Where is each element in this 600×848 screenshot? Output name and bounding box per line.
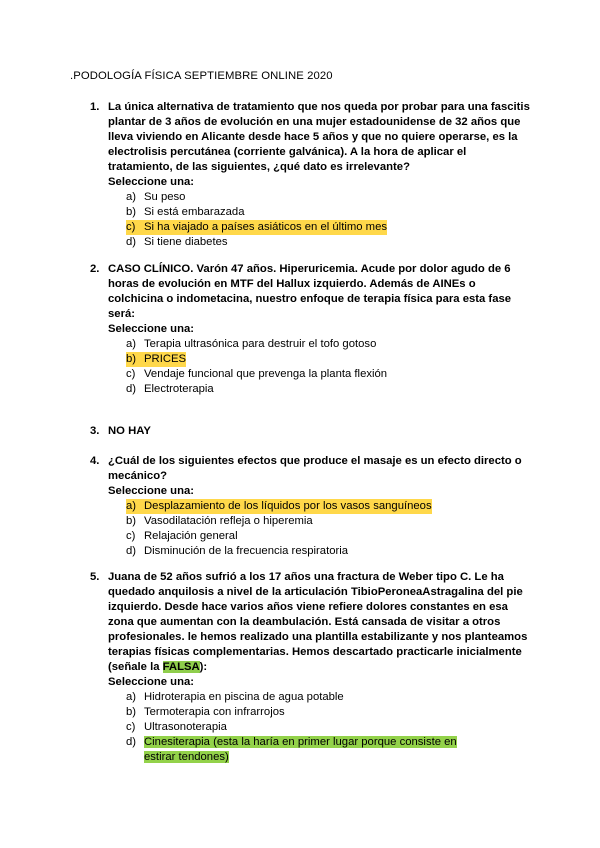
option-c: c) Ultrasonoterapia <box>126 721 227 733</box>
question-text: ¿Cuál de los siguientes efectos que produce el masaje es un efecto directo o mecánico? <box>108 455 522 482</box>
option-d-highlighted: d) Cinesiterapia (esta la haría en primer lugar porque consiste en estirar tendones) <box>126 736 457 763</box>
question-3 <box>90 424 530 439</box>
select-label: Seleccione una: <box>108 485 195 497</box>
option-a: a) Hidroterapia en piscina de agua potable <box>126 691 344 703</box>
question-text: CASO CLÍNICO. Varón 47 años. Hiperuricemia. Acude por dolor agudo de 6 horas de evolución en MTF del Hallux izquierdo. Además de AINEs o colchicina o indometacina, nuestro enfoque de terapia física para esta fase será: <box>108 263 512 320</box>
question-2 <box>90 262 530 397</box>
option-b: b) Termoterapia con infrarrojos <box>126 706 285 718</box>
page-header: .PODOLOGÍA FÍSICA SEPTIEMBRE ONLINE 2020 <box>70 70 333 82</box>
option-a-highlighted: a) Desplazamiento de los líquidos por los vasos sanguíneos <box>126 500 432 512</box>
option-b-highlighted: b) PRICES <box>126 353 187 365</box>
options-list <box>126 190 530 250</box>
option-a: a) Terapia ultrasónica para destruir el tofo gotoso <box>126 338 377 350</box>
question-number: 2. <box>90 263 100 275</box>
select-label: Seleccione una: <box>108 176 195 188</box>
falsa-highlight: FALSA <box>162 661 200 673</box>
question-text: Juana de 52 años sufrió a los 17 años una fractura de Weber tipo C. Le ha quedado anquilosis a nivel de la articulación TibioPeroneaAstragalina del pie izquierdo. Desde hace varios años viene refiere dolores constantes en esa zona que aumentan con la deambulación. Está cansada de visitar a otros profesionales. le hemos realizado una plantilla estabilizante y nos planteamos terapias físicas complementarias. Hemos descartado practicarle inicialmente (señale la FALSA): <box>108 571 528 673</box>
option-d: d) Si tiene diabetes <box>126 236 228 248</box>
question-number: 1. <box>90 101 100 113</box>
options-list <box>126 337 530 397</box>
option-d: d) Electroterapia <box>126 383 214 395</box>
question-4 <box>90 454 530 559</box>
question-number: 3. <box>90 425 100 437</box>
option-b: b) Si está embarazada <box>126 206 245 218</box>
option-a: a) Su peso <box>126 191 186 203</box>
question-1 <box>90 100 530 250</box>
option-c: c) Relajación general <box>126 530 238 542</box>
question-number: 5. <box>90 571 100 583</box>
question-5 <box>90 570 530 765</box>
select-label: Seleccione una: <box>108 323 195 335</box>
option-d: d) Disminución de la frecuencia respiratoria <box>126 545 349 557</box>
question-number: 4. <box>90 455 100 467</box>
options-list <box>126 499 530 559</box>
select-label: Seleccione una: <box>108 676 195 688</box>
option-c-highlighted: c) Si ha viajado a países asiáticos en el último mes <box>126 221 388 233</box>
question-text: La única alternativa de tratamiento que nos queda por probar para una fascitis plantar de 3 años de evolución en una mujer estadounidense de 32 años que lleva viviendo en Alicante desde hace 5 años y que no quiere operarse, es la electrolisis percutánea (corriente galvánica). A la hora de aplicar el tratamiento, de las siguientes, ¿qué dato es irrelevante? <box>108 101 530 173</box>
option-c: c) Vendaje funcional que prevenga la planta flexión <box>126 368 388 380</box>
question-text: NO HAY <box>108 425 151 437</box>
option-b: b) Vasodilatación refleja o hiperemia <box>126 515 313 527</box>
options-list <box>126 690 530 765</box>
